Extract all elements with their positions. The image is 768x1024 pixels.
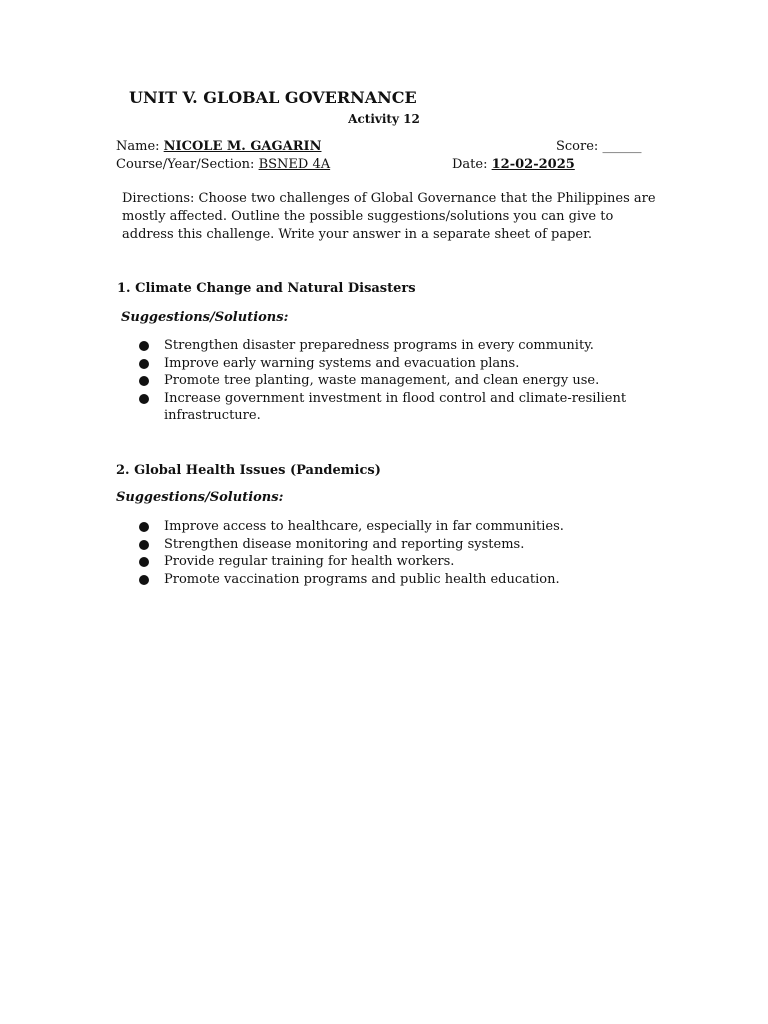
bullet-icon: [139, 575, 149, 585]
list-item-text: Provide regular training for health workers.: [164, 554, 455, 569]
score-value: ______: [602, 139, 642, 154]
activity-text: Activity 12: [348, 112, 420, 126]
list-item-text: Improve access to healthcare, especially in far communities.: [164, 519, 564, 534]
bullet-icon: [139, 522, 149, 532]
name-label: Name:: [116, 139, 160, 154]
date-value: 12-02-2025: [491, 157, 575, 172]
date-label: Date:: [452, 157, 488, 172]
bullet-icon: [139, 394, 149, 404]
section-heading: 1. Climate Change and Natural Disasters: [117, 281, 416, 296]
bullet-icon: [139, 540, 149, 550]
course-label: Course/Year/Section:: [116, 157, 255, 172]
list-item: [139, 571, 634, 589]
section-subheading: Suggestions/Solutions:: [121, 310, 289, 325]
section-subheading: Suggestions/Solutions:: [116, 490, 284, 505]
list-item: [139, 337, 634, 355]
list-item-text: Promote vaccination programs and public health education.: [164, 571, 560, 587]
list-item-text: Improve early warning systems and evacuation plans.: [164, 355, 520, 371]
list-item-text: Promote tree planting, waste management, and clean energy use.: [164, 373, 600, 388]
bullet-icon: [139, 359, 149, 369]
activity-label: [0, 112, 768, 126]
list-item-text: Increase government investment in flood control and climate-resilient infrastructure.: [164, 390, 627, 423]
document-title: UNIT V. GLOBAL GOVERNANCE: [129, 88, 417, 107]
list-item: [139, 390, 634, 425]
date-line: [452, 157, 575, 172]
list-item: [139, 372, 634, 390]
bullet-icon: [139, 376, 149, 386]
course-value: BSNED 4A: [258, 157, 331, 172]
name-value: NICOLE M. GAGARIN: [163, 139, 322, 154]
course-line: [116, 157, 330, 172]
list-item-text: Strengthen disease monitoring and reporting systems.: [164, 536, 525, 552]
score-line: [556, 139, 641, 154]
list-item: [139, 536, 634, 554]
list-item-text: Strengthen disaster preparedness programs in every community.: [164, 338, 594, 353]
score-label: Score:: [556, 139, 599, 154]
solutions-list: [139, 337, 634, 425]
directions-paragraph: Directions: Choose two challenges of Global Governance that the Philippines are mostly affected. Outline the possible suggestions/solutions you can give to address this challenge. Write your answer in a separate sheet of paper.: [122, 191, 656, 242]
list-item: [139, 553, 634, 571]
section-heading: 2. Global Health Issues (Pandemics): [116, 463, 381, 478]
solutions-list: [139, 518, 634, 588]
name-line: [116, 139, 321, 154]
bullet-icon: [139, 557, 149, 567]
bullet-icon: [139, 341, 149, 351]
list-item: [139, 355, 634, 373]
list-item: [139, 518, 634, 536]
